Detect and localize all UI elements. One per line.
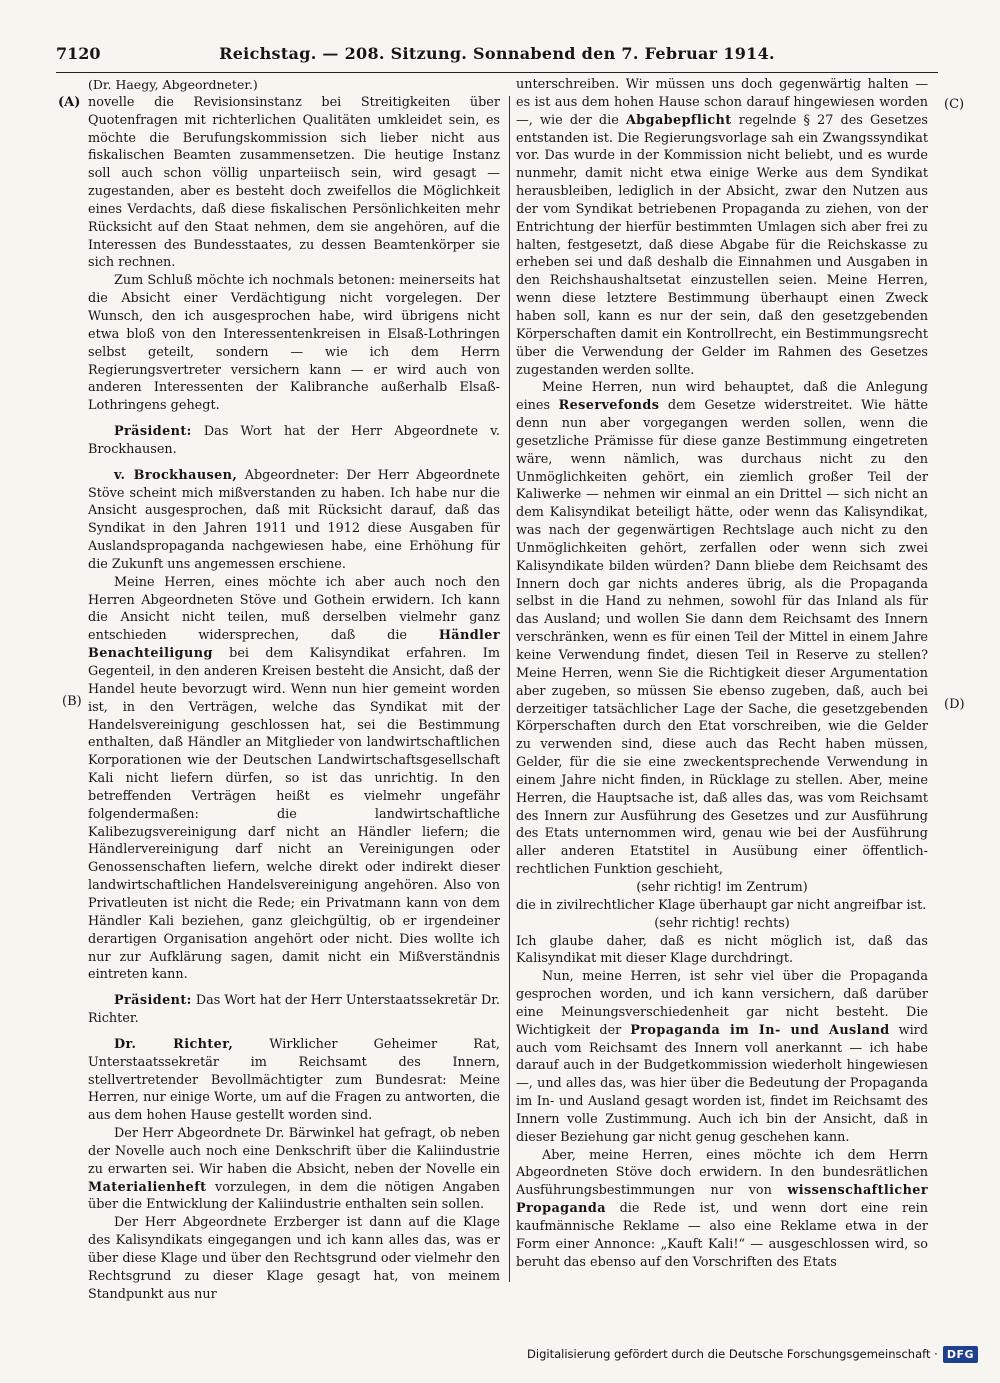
paragraph [516,1147,928,1272]
speaker-name: v. Brockhausen, [114,467,238,483]
emphasized-term: wissenschaftlicher Propaganda [516,1183,928,1217]
paragraph [516,879,928,897]
paragraph-text: regelnde § 27 des Gesetzes entstanden ist. Die Regierungsvorlage sah ein Zwangssyndikat vor. Das wurde in der Kommission nicht beliebt, und es wurde nunmehr, damit nicht etwa einige Werke aus dem Syndikat herausbleiben, lediglich in der Absicht, zwar den Nutzen aus der vom Syndikat betriebenen Propaganda zu ziehen, von der Entrichtung der hierfür bestimmten Umlagen sich aber frei zu halten, festgesetzt, daß diese Abgabe für die Reichskasse zu erheben sei und daß deshalb die Einnahmen und Ausgaben in den Reichshaushaltsetat einzustellen seien. Meine Herren, wenn diese letztere Bestimmung überhaupt einen Zweck haben soll, kann es nur der sein, daß den gesetzgebenden Körperschaften damit ein Kontrollrecht, ein Bestimmungsrecht über die Verwendung der Gelder im Rahmen des Gesetzes zugestanden werden sollte. [516,112,929,378]
paragraph-text: die in zivilrechtlicher Klage überhaupt gar nicht angreifbar ist. [516,897,927,913]
column-divider [509,96,510,1282]
paragraph [88,272,500,415]
paragraph [88,467,500,574]
paragraph [88,574,500,984]
paragraph-text: Ich glaube daher, daß es nicht möglich ist, daß das Kalisyndikat mit dieser Klage durchdringt. [516,933,928,967]
paragraph-text: Der Herr Abgeordnete Dr. Bärwinkel hat gefragt, ob neben der Novelle auch noch eine Denkschrift über die Kaliindustrie zu erwarten sei. Wir haben die Absicht, neben der Novelle ein [88,1126,500,1177]
header-rule [56,72,938,73]
footer-text: Digitalisierung gefördert durch die Deutsche Forschungsgemeinschaft · [527,1347,938,1361]
speaker-name: Präsident: [114,993,192,1009]
footer-credit [527,1343,978,1365]
paragraph [88,94,500,272]
paragraph-text: bei dem Kalisyndikat erfahren. Im Gegenteil, in den anderen Kreisen besteht die Ansicht, daß der Handel heute bevorzugt wird. Wenn nun hier gemeint worden ist, in den Verträgen, welche das Syndikat mit der Handelsvereinigung geschlossen hat, sei die Bestimmung enthalten, daß Händler an Mitglieder von landwirtschaftlichen Korporationen wie der Deutschen Landwirtschaftsgesellschaft Kali nicht liefern dürfen, so ist das unrichtig. In den betreffenden Verträgen heißt es vielmehr ungefähr folgendermaßen: die landwirtschaftliche Kalibezugsvereinigung darf nicht an Händler liefern; die Händlervereinigung darf nicht an Vereinigungen oder Genossenschaften liefern, welche direkt oder indirekt dieser landwirtschaftlichen Handelsvereinigung angehören. Also von Privatleuten ist nicht die Rede; ein Privatmann kann von dem Händler Kali beziehen, ganz gleichgültig, ob er irgendeiner derartigen Organisation angehört oder nicht. Dies wollte ich nur zur Aufklärung sagen, damit nicht ein Mißverständnis eintreten kann. [88,646,500,983]
paragraph [516,968,928,1146]
paragraph-text: Meine Herren, eines möchte ich aber auch noch den Herren Abgeordneten Stöve und Gothein erwidern. Ich kann die Ansicht nicht teilen, muß derselben vielmehr ganz entschieden widersprechen, daß die [88,574,500,644]
paragraph-text: die Rede ist, und wenn dort eine rein kaufmännische Reklame — also eine Reklame etwa in der Form einer Annonce: „Kauft Kali!“ — ausgeschlossen wird, so beruht das ebenso auf den Vorschriften des Etats [516,1201,928,1270]
paragraph [88,1214,500,1303]
paragraph-text: Nun, meine Herren, ist sehr viel über die Propaganda gesprochen worden, und ich kann versichern, daß darüber eine Meinungsverschiedenheit gar nicht besteht. Die Wichtigkeit der [516,969,928,1038]
dfg-logo: DFG [943,1346,978,1363]
paragraph-text: novelle die Revisionsinstanz bei Streitigkeiten über Quotenfragen mit richterlichen Qualitäten umkleidet sein, es möchte die Berufungskommission sich lieber nicht aus fiskalischen Beamten zusammensetzen. Die heutige Instanz soll auch schon völlig unparteiisch sein, wird gesagt — zugestanden, aber es besteht doch zweifellos die Möglichkeit eines Verdachts, daß diese fiskalischen Persönlichkeiten mehr Rücksicht auf den Staat nehmen, dem sie angehören, auf die Interessen des Bundesstaates, zu dessen Beamtenkörper sie sich rechnen. [88,94,500,271]
paragraph-text: dem Gesetze widerstreitet. Wie hätte denn nun aber vorgegangen werden sollen, wenn die gesetzliche Prämisse für diese ganze Bestimmung eingetreten wäre, wenn nämlich, was durchaus nicht zu den Unmöglichkeiten gehört, ein ziemlich großer Teil der Kaliwerke — nehmen wir einmal an ein Drittel — sich nicht an dem Kalisyndikat beteiligt hätte, oder wenn das Kalisyndikat, was nach der gegenwärtigen Rechtslage auch nicht zu den Unmöglichkeiten gehört, zerfallen oder wenn sich zwei Kalisyndikate bilden würden? Dann bliebe dem Reichsamt des Innern doch gar nichts anderes übrig, als die Propaganda selbst in die Hand zu nehmen, sowohl für das Inland als für das Ausland; und wollen Sie dann dem Reichsamt des Innern verschränken, wenn es für einen Teil der Mittel in einem Jahre keine Verwendung findet, diesen Teil in Reserve zu stellen? Meine Herren, wenn Sie die Richtigkeit dieser Argumentation aber zugeben, so müssen Sie ebenso zugeben, daß, auch bei derzeitiger tatsächlicher Lage der Sache, die gesetzgebenden Körperschaften durch den Etat vorschreiben, wie die Gelder zu verwenden sind, diese auch das Recht haben müssen, Gelder, für die sie eine zweckentsprechende Verwendung in einem Jahre nicht finden, in Rücklage zu stellen. Aber, meine Herren, die Hauptsache ist, daß alles das, was vom Reichsamt des Innern zur Ausführung des Gesetzes und zur Ausführung des Etats unternommen wird, genau wie bei der Ausführung aller anderen Etatstitel in Ausübung einer öffentlich-rechtlichen Funktion geschieht, [516,398,928,878]
paragraph [88,1125,500,1214]
right-column [516,76,928,1272]
margin-marker-d: (D) [944,697,965,712]
paragraph-text: unterschreiben. Wir müssen uns doch gegenwärtig halten — es ist aus dem hohen Hause schon darauf hingewiesen worden —, wie der die [516,77,928,128]
paragraph [88,992,500,1028]
speaker-name: Präsident: [114,424,192,440]
paragraph [88,76,500,94]
paragraph-text: (Dr. Haegy, Abgeordneter.) [88,77,258,92]
emphasized-term: Materialienheft [88,1179,207,1195]
paragraph-text: (sehr richtig! im Zentrum) [636,879,808,895]
page-number: 7120 [56,44,101,63]
margin-marker-c: (C) [944,97,965,112]
paragraph-text: Aber, meine Herren, eines möchte ich dem Herrn Abgeordneten Stöve doch erwidern. In den bundesrätlichen Ausführungsbestimmungen nur von [516,1147,928,1199]
paragraph-text: Der Herr Abgeordnete Erzberger ist dann auf die Klage des Kalisyndikats eingegangen und ich kann alles das, was er über diese Klage und über den Rechtsgrund oder vielmehr den Rechtsgrund zu dieser Klage gesagt hat, von meinem Standpunkt aus nur [88,1215,500,1302]
left-column [88,76,500,1304]
paragraph-text: Das Wort hat der Herr Unterstaatssekretär Dr. Richter. [88,993,500,1027]
page-title: Reichstag. — 208. Sitzung. Sonnabend den 7. Februar 1914. [219,44,775,63]
paragraph-text: Das Wort hat der Herr Abgeordnete v. Brockhausen. [88,424,500,457]
emphasized-term: Propaganda im In- und Ausland [630,1022,890,1038]
paragraph [88,1036,500,1125]
paragraph [516,933,928,969]
paragraph [516,897,928,915]
margin-marker-a: (A) [58,95,81,110]
paragraph-text: vorzulegen, in dem die nötigen Angaben über die Entwicklung der Kaliindustrie enthalten sein sollen. [88,1179,500,1213]
emphasized-term: Reservefonds [558,398,660,414]
paragraph-text: wird auch vom Reichsamt des Innern voll anerkannt — ich habe darauf auch in der Budgetkommission wiederholt hingewiesen —, und alles das, was hier über die Bedeutung der Propaganda im In- und Ausland gesagt worden ist, findet im Reichsamt des Innern volle Zustimmung. Auch ich bin der Ansicht, daß in dieser Beziehung gar nicht genug geschehen kann. [516,1022,928,1145]
paragraph-text: Abgeordneter: Der Herr Abgeordnete Stöve scheint mich mißverstanden zu haben. Ich habe nur die Ansicht ausgesprochen, daß mit Rücksicht darauf, daß das Syndikat in den Jahren 1911 und 1912 diese Ausgaben für Auslandspropaganda nachgewiesen habe, eine Erhöhung für die Zukunft uns angemessen erschiene. [88,467,500,572]
paragraph [516,379,928,879]
page-header [56,44,938,72]
emphasized-term: Händler Benachteiligung [88,628,500,662]
paragraph [516,76,928,379]
paragraph-text: Wirklicher Geheimer Rat, Unterstaatssekretär im Reichsamt des Innern, stellvertretender Bevollmächtigter zum Bundesrat: Meine Herren, nur einige Worte, um auf die Fragen zu antworten, die aus dem hohen Hause gestellt worden sind. [88,1036,500,1124]
paragraph [516,915,928,933]
paragraph-text: Zum Schluß möchte ich nochmals betonen: meinerseits hat die Absicht einer Verdächtigung nicht vorgelegen. Der Wunsch, den ich ausgesprochen habe, wird übrigens nicht etwa bloß von den Interessentenkreisen in Elsaß-Lothringen selbst geteilt, sondern — wie ich dem Herrn Regierungsvertreter versichern kann — er wird auch von anderen Interessenten der Kalibranche außerhalb Elsaß-Lothringens gehegt. [88,273,500,414]
speaker-name: Dr. Richter, [114,1036,234,1052]
paragraph [88,423,500,459]
paragraph-text: (sehr richtig! rechts) [654,915,790,931]
emphasized-term: Abgabepflicht [625,112,732,128]
margin-marker-b: (B) [62,694,82,709]
paragraph-text: Meine Herren, nun wird behauptet, daß die Anlegung eines [516,380,928,414]
